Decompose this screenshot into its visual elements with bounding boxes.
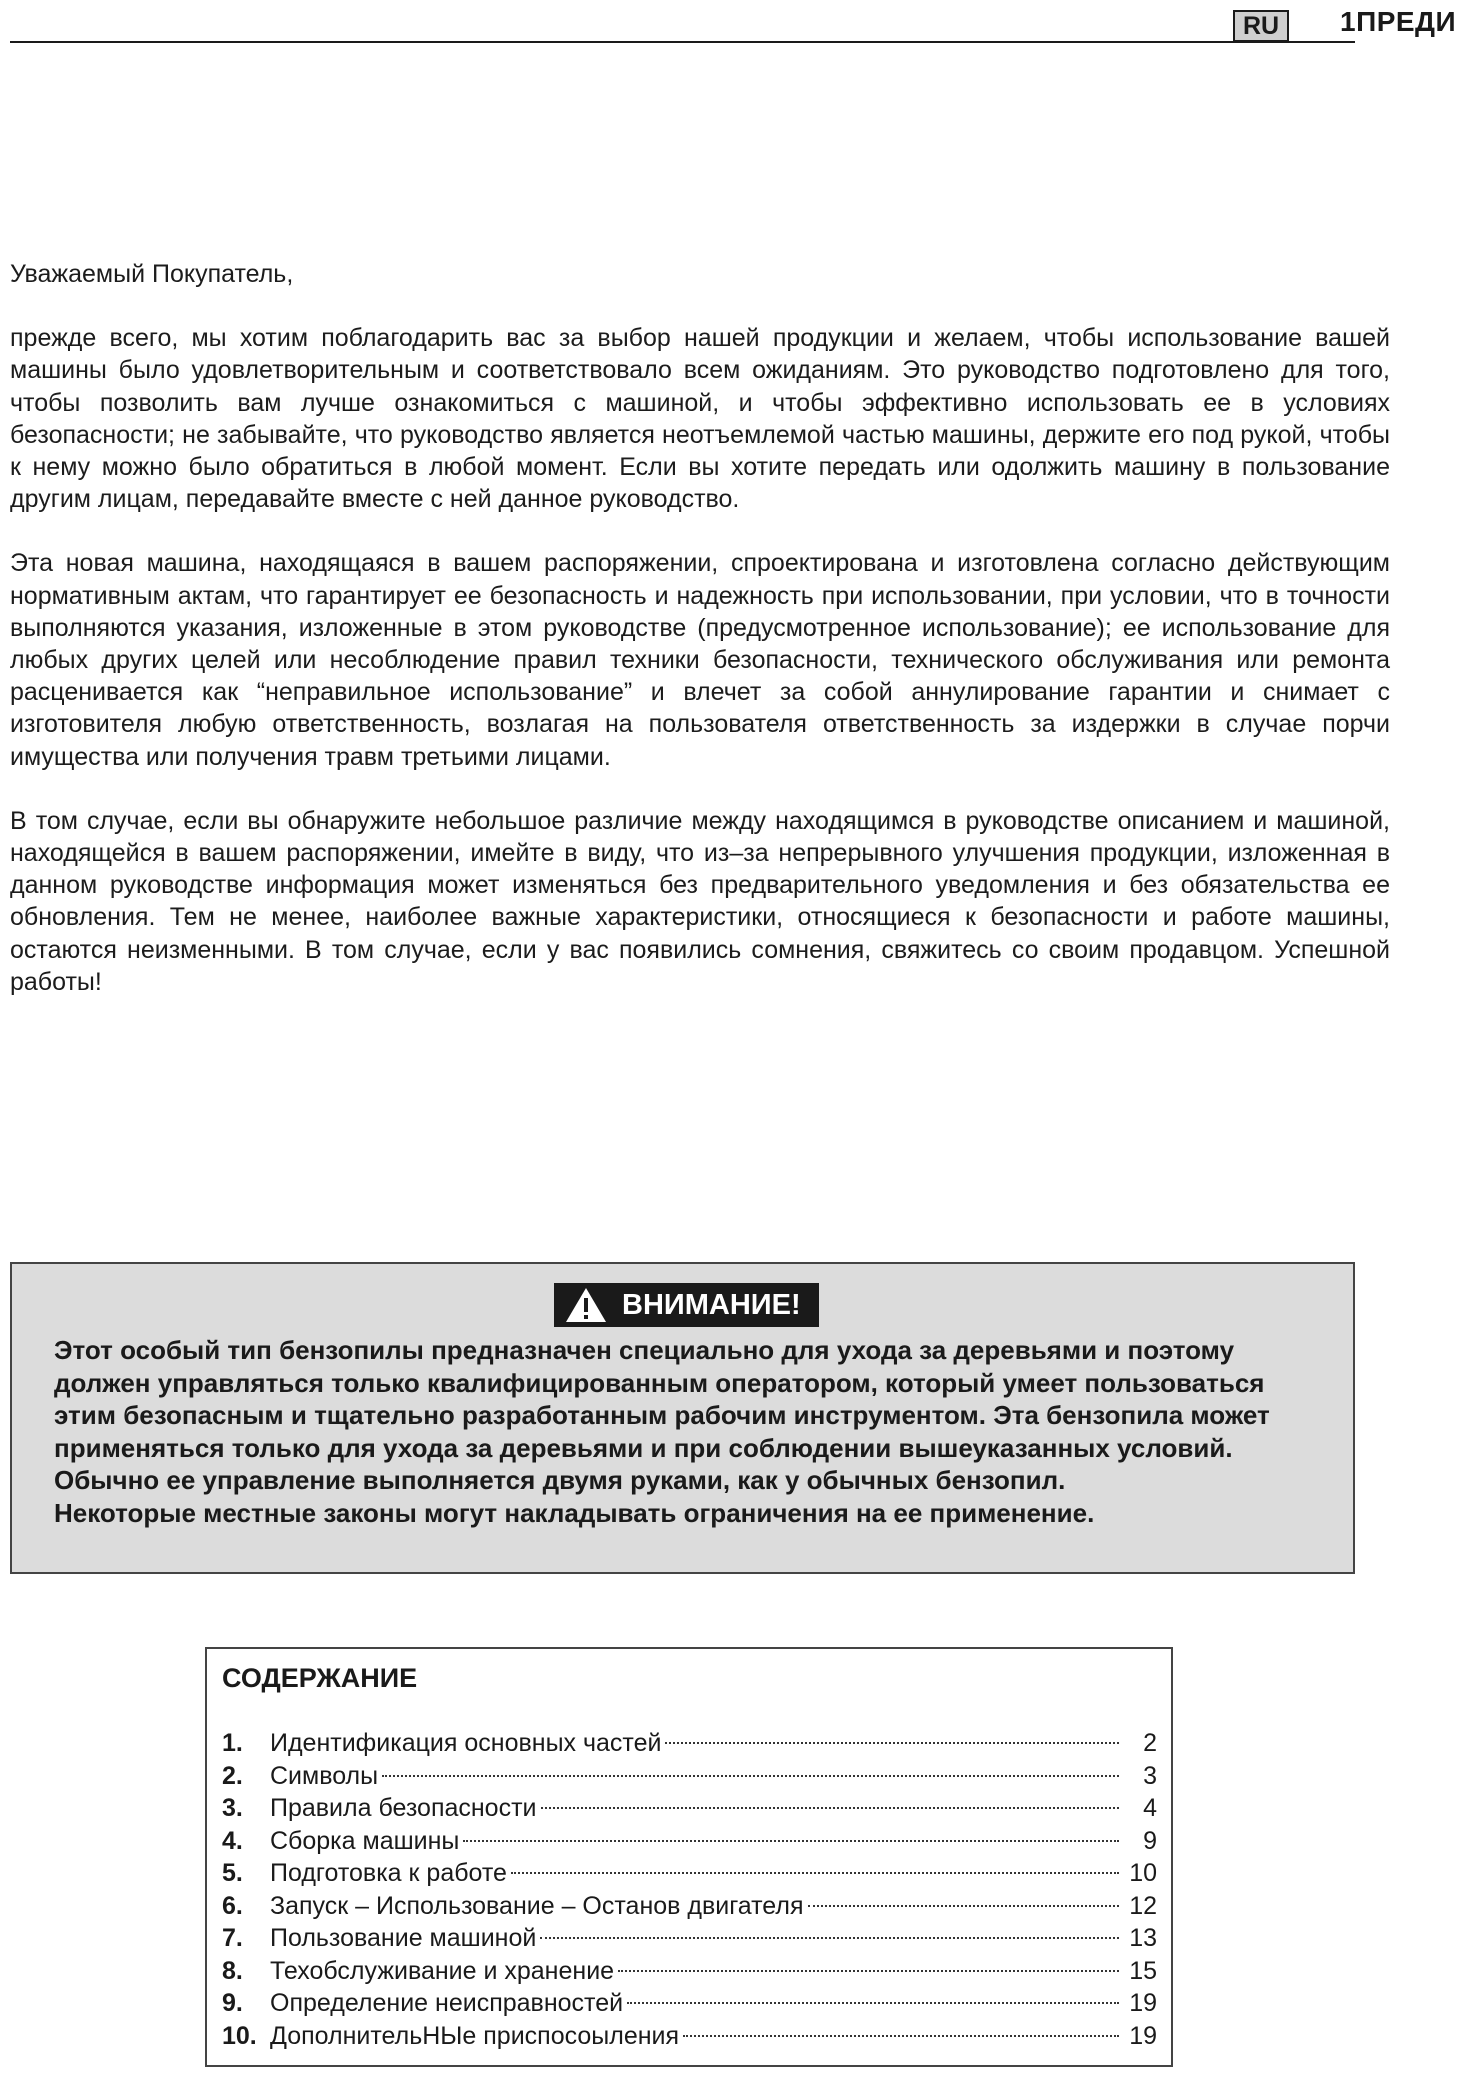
toc-item[interactable] (222, 1955, 1157, 1988)
warning-line: Обычно ее управление выполняется двумя руками, как у обычных бензопил. (54, 1465, 1066, 1495)
warning-line: применяться только для ухода за деревьями и при соблюдении вышеуказанных условий. (54, 1432, 1233, 1463)
paragraph: В том случае, если вы обнаружите небольшое различие между находящимся в руководстве описанием и машиной, находящейся в вашем распоряжении, имейте в виду, что из–за непрерывного улучшения продукции, изложенная в данном руководстве информация может изменяться без предварительного уведомления и без обязательства ее обновления. Тем не менее, наиболее важные характеристики, относящиеся к безопасности и работе машины, остаются неизменными. В том случае, если у вас появились сомнения, свяжитесь со своим продавцом. Успешной работы! (10, 806, 1390, 996)
paragraph: Эта новая машина, находящаяся в вашем распоряжении, спроектирована и изготовлена согласно действующим нормативным актам, что гарантирует ее безопасность и надежность при использовании, при условии, что в точности выполняются указания, изложенные в этом руководстве (предусмотренное использование); ее использование для любых других целей или несоблюдение правил техники безопасности, технического обслуживания или ремонта расценивается как “неправильное использование” и влечет за собой аннулирование гарантии и снимает с изготовителя любую ответственность, возлагая на пользователя ответственность за издержки в случае порчи имущества или получения травм третьими лицами. (10, 549, 1390, 771)
toc-leader-dots (627, 2002, 1119, 2004)
toc-item[interactable] (222, 1760, 1157, 1793)
toc-item-label: ДополнительНЫе приспосоыления (270, 2021, 680, 2050)
toc-leader-dots (540, 1937, 1119, 1939)
toc-leader-dots (808, 1905, 1119, 1907)
warning-triangle-icon (564, 1286, 608, 1324)
toc-item-label: Пользование машиной (270, 1924, 537, 1952)
toc-item[interactable] (222, 1825, 1157, 1858)
warning-box (10, 1262, 1355, 1574)
toc-item[interactable] (222, 2020, 1157, 2053)
toc-item-label: Подготовка к работе (270, 1859, 507, 1887)
warning-text (54, 1334, 1324, 1529)
toc-item-page: 19 (1129, 2021, 1157, 2050)
toc-item-number: 1. (222, 1729, 243, 1757)
toc-item-page: 10 (1129, 1859, 1157, 1887)
toc-item-label: Символы (270, 1761, 379, 1790)
toc-item[interactable] (222, 1727, 1157, 1760)
toc-leader-dots (618, 1970, 1119, 1972)
toc-item-number: 3. (222, 1794, 243, 1822)
paragraph: прежде всего, мы хотим поблагодарить вас за выбор нашей продукции и желаем, чтобы использование вашей машины было удовлетворительным и соответствовало всем ожиданиям. Это руководство подготовлено для того, чтобы позволить вам лучше ознакомиться с машиной, и чтобы эффективно использовать ее в условиях безопасности; не забывайте, что руководство является неотъемлемой частью машины, держите его под рукой, чтобы к нему можно было обратиться в любой момент. Если вы хотите передать или одолжить машину в пользование другим лицам, передавайте вместе с ней данное руководство. (10, 324, 1390, 514)
toc-item-page: 15 (1129, 1956, 1157, 1985)
intro-text (10, 258, 1390, 1030)
warning-line: Этот особый тип бензопилы предназначен специально для ухода за деревьями и поэтому (54, 1335, 1235, 1365)
toc-item-number: 10. (222, 2021, 257, 2050)
toc-item-page: 12 (1129, 1891, 1157, 1920)
toc-item-number: 8. (222, 1956, 243, 1985)
toc-item-number: 2. (222, 1761, 243, 1790)
toc-list (222, 1727, 1157, 2052)
toc-leader-dots (665, 1742, 1119, 1744)
toc-leader-dots (683, 2035, 1119, 2037)
toc-item-label: Техобслуживание и хранение (270, 1956, 615, 1985)
toc-item-number: 7. (222, 1924, 243, 1952)
toc-item-page: 4 (1143, 1794, 1157, 1822)
toc-leader-dots (541, 1807, 1119, 1809)
section-label: 1ПРЕДИ (1340, 6, 1457, 37)
warning-header (554, 1283, 819, 1327)
toc-item-page: 9 (1143, 1826, 1157, 1855)
toc-leader-dots (463, 1840, 1119, 1842)
toc-item-number: 9. (222, 1989, 243, 2017)
toc-title: СОДЕРЖАНИЕ (222, 1663, 418, 1693)
toc-item-page: 19 (1129, 1989, 1157, 2017)
toc-item-number: 5. (222, 1859, 243, 1887)
toc-item-label: Определение неисправностей (270, 1989, 624, 2017)
toc-item-page: 13 (1129, 1924, 1157, 1952)
greeting: Уважаемый Покупатель, (10, 260, 294, 288)
toc-item-label: Идентификация основных частей (270, 1729, 662, 1757)
toc-item[interactable] (222, 1987, 1157, 2020)
toc-item-label: Сборка машины (270, 1826, 460, 1855)
toc-item-number: 4. (222, 1826, 243, 1855)
toc-leader-dots (382, 1775, 1119, 1777)
warning-line: этим безопасным и тщательно разработанным рабочим инструментом. Эта бензопила может (54, 1400, 1270, 1430)
language-badge: RU (1233, 10, 1289, 42)
toc-item[interactable] (222, 1792, 1157, 1825)
toc-item[interactable] (222, 1890, 1157, 1923)
toc-leader-dots (511, 1872, 1119, 1874)
toc-item-label: Запуск – Использование – Останов двигателя (270, 1891, 804, 1920)
toc-item-label: Правила безопасности (270, 1794, 537, 1822)
toc-item[interactable] (222, 1922, 1157, 1955)
toc-item-page: 2 (1143, 1729, 1157, 1757)
header-rule (10, 41, 1355, 43)
toc-item-number: 6. (222, 1891, 243, 1920)
toc-item[interactable] (222, 1857, 1157, 1890)
warning-line: Некоторые местные законы могут накладывать ограничения на ее применение. (54, 1497, 1095, 1528)
warning-line: должен управляться только квалифицированным оператором, который умеет пользоваться (54, 1367, 1265, 1398)
toc-item-page: 3 (1143, 1761, 1157, 1790)
table-of-contents (205, 1647, 1173, 2067)
warning-title: ВНИМАНИЕ! (622, 1288, 801, 1321)
